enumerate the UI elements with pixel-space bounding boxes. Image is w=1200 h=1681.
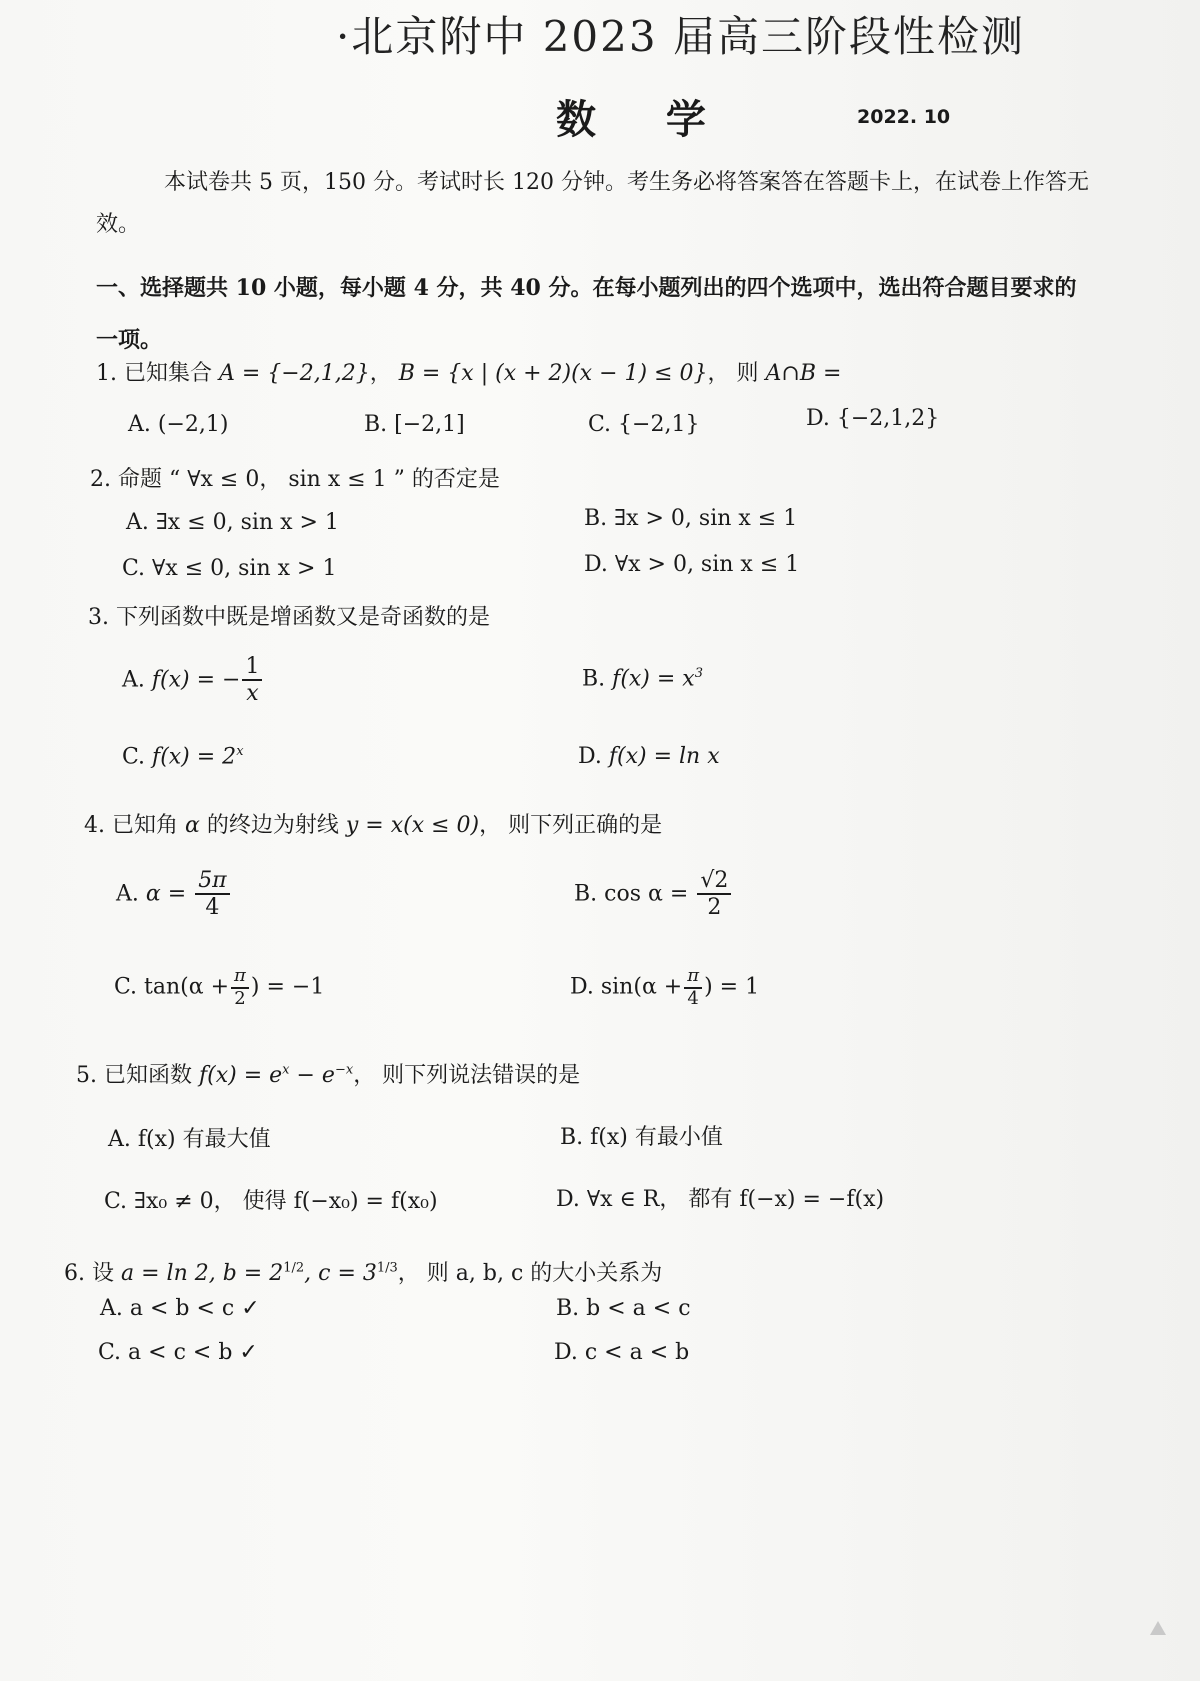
q4-option-c <box>114 966 324 1009</box>
variable-definitions: a = ln 2, b = 2 <box>121 1261 284 1286</box>
exam-date: 2022. 10 <box>857 106 951 128</box>
q3-option-a <box>122 654 264 707</box>
intersection: A∩B = <box>765 361 842 386</box>
q4-option-d <box>570 966 759 1009</box>
option-expression: f(x) = x <box>612 666 695 692</box>
option-expression: f(x) = − <box>151 667 241 693</box>
option-expression: cos α = <box>604 881 689 907</box>
option-label: B. <box>574 881 598 907</box>
set-a: A = {−2,1,2} <box>219 361 370 386</box>
fraction <box>231 966 249 1009</box>
denominator: x <box>246 681 259 707</box>
denominator: 4 <box>687 987 699 1009</box>
option-label: A. <box>122 667 145 693</box>
q5-option-b: B. f(x) 有最小值 <box>560 1125 723 1150</box>
exponent: 1/3 <box>376 1260 398 1276</box>
stem-text: 已知函数 <box>104 1063 199 1088</box>
q6-option-a: A. a < b < c ✓ <box>100 1296 260 1321</box>
q1-option-b: B. [−2,1] <box>364 412 465 437</box>
q6-option-c: C. a < c < b ✓ <box>98 1340 258 1365</box>
option-expression: tan(α + <box>144 974 230 1000</box>
exam-title: ·北京附中 2023 届高三阶段性检测 <box>336 12 1025 61</box>
option-label: A. <box>116 881 139 907</box>
question-number: 2. <box>90 467 111 492</box>
stem-text: 下列函数中既是增函数又是奇函数的是 <box>116 605 491 630</box>
question-5-stem <box>76 1058 580 1089</box>
stem-text: ， 则 <box>707 361 766 386</box>
option-label: D. <box>578 744 602 769</box>
stem-text: ， 则 a, b, c 的大小关系为 <box>397 1261 663 1286</box>
stem-text: 命题 “ ∀x ≤ 0， sin x ≤ 1 ” 的否定是 <box>118 467 500 492</box>
fraction <box>697 868 731 921</box>
exponent: 3 <box>694 666 703 681</box>
q1-option-c: C. {−2,1} <box>588 412 700 437</box>
q3-option-b <box>582 666 703 691</box>
option-expression: f(x) = ln x <box>608 744 720 769</box>
question-number: 5. <box>76 1063 97 1088</box>
question-4-stem <box>84 808 662 839</box>
option-expression-tail: ) = 1 <box>704 974 760 1000</box>
stem-text: 设 <box>92 1261 121 1286</box>
denominator: 4 <box>205 895 220 921</box>
numerator: 1 <box>242 654 262 681</box>
fraction <box>242 654 262 707</box>
fraction <box>684 966 702 1009</box>
exponent: 1/2 <box>283 1260 305 1276</box>
stem-text: 已知角 <box>112 813 185 838</box>
q2-option-d: D. ∀x > 0, sin x ≤ 1 <box>584 552 800 577</box>
subject-heading: 数 学 <box>556 96 734 143</box>
q1-option-a: A. (−2,1) <box>128 412 229 437</box>
question-number: 3. <box>88 605 109 630</box>
question-1-stem <box>96 356 841 387</box>
question-number: 4. <box>84 813 105 838</box>
q4-option-a <box>116 868 232 921</box>
page-corner-triangle-icon <box>1150 1621 1166 1635</box>
option-label: B. <box>582 666 606 692</box>
numerator: π <box>684 966 702 989</box>
stem-text: ， 则下列说法错误的是 <box>353 1063 581 1088</box>
option-expression-tail: ) = −1 <box>250 974 325 1000</box>
q1-option-d: D. {−2,1,2} <box>806 406 940 431</box>
q3-option-c <box>122 744 244 769</box>
stem-text: ， 则下列正确的是 <box>479 813 663 838</box>
stem-text: 的终边为射线 <box>199 813 346 838</box>
q6-option-b: B. b < a < c <box>556 1296 691 1321</box>
question-6-stem <box>64 1256 662 1287</box>
numerator: π <box>231 966 249 989</box>
function-expression: − e <box>289 1063 335 1088</box>
option-label: D. <box>570 974 594 1000</box>
stem-text: 已知集合 <box>124 361 219 386</box>
q2-option-c: C. ∀x ≤ 0, sin x > 1 <box>122 556 337 581</box>
exam-instructions: 本试卷共 5 页，150 分。考试时长 120 分钟。考生务必将答案答在答题卡上，在试卷上作答无效。 <box>96 170 1089 237</box>
option-label: C. <box>114 974 138 1000</box>
numerator: 5π <box>195 868 229 895</box>
option-expression: sin(α + <box>600 974 683 1000</box>
question-number: 1. <box>96 361 117 386</box>
denominator: 2 <box>707 895 722 921</box>
q2-option-b: B. ∃x > 0, sin x ≤ 1 <box>584 506 798 531</box>
exponent: x <box>236 744 244 759</box>
exponent: −x <box>334 1062 354 1078</box>
fraction <box>195 868 229 921</box>
q5-option-d: D. ∀x ∈ R， 都有 f(−x) = −f(x) <box>556 1187 885 1212</box>
function-expression: f(x) = e <box>199 1063 283 1088</box>
stem-text: ， <box>369 361 399 386</box>
ray-equation: y = x(x ≤ 0) <box>345 813 480 838</box>
option-expression: f(x) = 2 <box>152 744 237 770</box>
option-label: C. <box>122 744 146 770</box>
question-2-stem <box>90 462 500 493</box>
q3-option-d <box>578 744 720 769</box>
exponent: x <box>282 1062 290 1078</box>
q4-option-b <box>574 868 733 921</box>
question-3-stem <box>88 600 490 631</box>
numerator: √2 <box>697 868 731 895</box>
variable-definitions: , c = 3 <box>304 1261 377 1286</box>
q6-option-d: D. c < a < b <box>554 1340 690 1365</box>
denominator: 2 <box>234 987 246 1009</box>
section-heading: 一、选择题共 10 小题，每小题 4 分，共 40 分。在每小题列出的四个选项中，选出符合题目要求的一项。 <box>96 275 1077 353</box>
angle-alpha: α <box>185 813 200 838</box>
question-number: 6. <box>64 1261 85 1286</box>
q5-option-a: A. f(x) 有最大值 <box>108 1127 271 1152</box>
q2-option-a: A. ∃x ≤ 0, sin x > 1 <box>126 510 339 535</box>
option-expression: α = <box>145 881 187 907</box>
q5-option-c: C. ∃x₀ ≠ 0， 使得 f(−x₀) = f(x₀) <box>104 1189 438 1214</box>
set-b: B = {x | (x + 2)(x − 1) ≤ 0} <box>398 361 708 386</box>
